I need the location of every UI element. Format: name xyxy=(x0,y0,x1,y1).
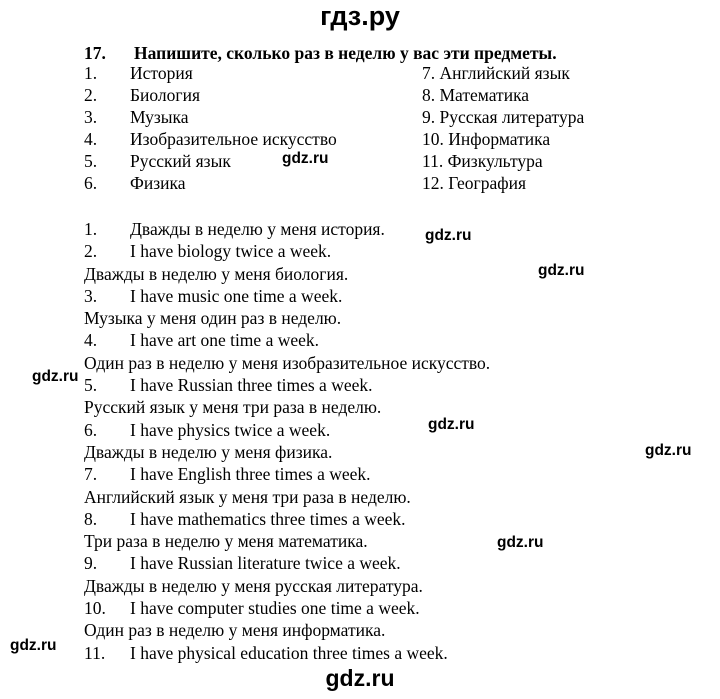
list-item: 8. Математика xyxy=(422,85,530,105)
task-number: 17. xyxy=(84,43,106,63)
answer-number: 2. xyxy=(84,241,98,262)
answer-line xyxy=(84,374,490,396)
list-item xyxy=(84,106,337,128)
answer-number: 1. xyxy=(84,219,98,239)
watermark: gdz.ru xyxy=(32,368,79,385)
list-item: 12. География xyxy=(422,173,527,193)
answer-line xyxy=(84,552,490,574)
list-item xyxy=(84,62,337,84)
subject-name: Биология xyxy=(130,85,201,105)
answer-line xyxy=(84,463,490,485)
item-number: 4. xyxy=(84,129,98,149)
answer-line xyxy=(84,642,490,664)
answer-text: I have music one time a week. xyxy=(130,285,343,306)
task-heading xyxy=(84,42,557,64)
item-number: 1. xyxy=(84,63,98,83)
item-number: 2. xyxy=(84,85,98,105)
answer-number: 5. xyxy=(84,375,98,396)
subject-name: Русский язык xyxy=(130,151,231,171)
answer-translation: Один раз в неделю у меня изобразительное искусство. xyxy=(84,352,491,373)
subject-name: Музыка xyxy=(130,107,189,127)
list-item xyxy=(84,128,337,150)
site-header-title: гдз.ру xyxy=(320,1,400,31)
answer-translation: Дважды в неделю у меня биология. xyxy=(84,263,349,284)
watermark: gdz.ru xyxy=(282,150,329,167)
subject-name: Изобразительное искусство xyxy=(130,129,337,149)
answer-number: 3. xyxy=(84,285,98,306)
answer-translation: Три раза в неделю у меня математика. xyxy=(84,531,368,552)
task-title: Напишите, сколько раз в неделю у вас эти предметы. xyxy=(134,43,557,63)
answer-line xyxy=(84,329,490,351)
answer-line xyxy=(84,285,490,307)
answer-number: 4. xyxy=(84,330,98,351)
answer-translation: Музыка у меня один раз в неделю. xyxy=(84,308,342,329)
answer-number: 10. xyxy=(84,598,106,619)
list-item: 7. Английский язык xyxy=(422,63,570,83)
answer-text: I have physics twice a week. xyxy=(130,419,331,440)
answer-translation: Дважды в неделю у меня физика. xyxy=(84,441,333,462)
answer-line xyxy=(84,597,490,619)
subject-name: Физика xyxy=(130,173,186,193)
answer-text: I have English three times a week. xyxy=(130,464,371,485)
answer-number: 11. xyxy=(84,642,106,663)
answer-translation: Дважды в неделю у меня русская литература. xyxy=(84,575,423,596)
subjects-list-left xyxy=(84,62,337,194)
site-footer: gdz.ru xyxy=(325,665,395,691)
watermark: gdz.ru xyxy=(538,262,585,279)
answer-text: I have Russian literature twice a week. xyxy=(130,553,401,574)
answer-text: I have art one time a week. xyxy=(130,330,320,351)
answer-text: Дважды в неделю у меня история. xyxy=(130,219,385,239)
answer-text: I have Russian three times a week. xyxy=(130,375,373,396)
answer-number: 8. xyxy=(84,508,98,529)
answer-number: 7. xyxy=(84,464,98,485)
answer-line xyxy=(84,508,490,530)
answer-text: I have mathematics three times a week. xyxy=(130,508,406,529)
answer-number: 6. xyxy=(84,419,98,440)
list-item: 9. Русская литература xyxy=(422,107,585,127)
list-item: 11. Физкультура xyxy=(422,151,543,171)
item-number: 6. xyxy=(84,173,98,193)
item-number: 5. xyxy=(84,151,98,171)
answer-text: I have computer studies one time a week. xyxy=(130,598,420,619)
watermark: gdz.ru xyxy=(10,637,57,654)
watermark: gdz.ru xyxy=(645,442,692,459)
watermark: gdz.ru xyxy=(425,227,472,244)
item-number: 3. xyxy=(84,107,98,127)
answer-translation: Один раз в неделю у меня информатика. xyxy=(84,620,386,641)
subjects-list-right xyxy=(422,62,584,194)
list-item xyxy=(84,84,337,106)
answers-list xyxy=(84,218,490,664)
list-item: 10. Информатика xyxy=(422,129,551,149)
answer-text: I have physical education three times a week. xyxy=(130,642,448,663)
watermark: gdz.ru xyxy=(497,534,544,551)
answer-text: I have biology twice a week. xyxy=(130,241,332,262)
list-item xyxy=(84,172,337,194)
answer-translation: Русский язык у меня три раза в неделю. xyxy=(84,397,382,418)
subject-name: История xyxy=(130,63,193,83)
answer-translation: Английский язык у меня три раза в неделю. xyxy=(84,486,411,507)
answer-number: 9. xyxy=(84,553,98,574)
watermark: gdz.ru xyxy=(428,416,475,433)
